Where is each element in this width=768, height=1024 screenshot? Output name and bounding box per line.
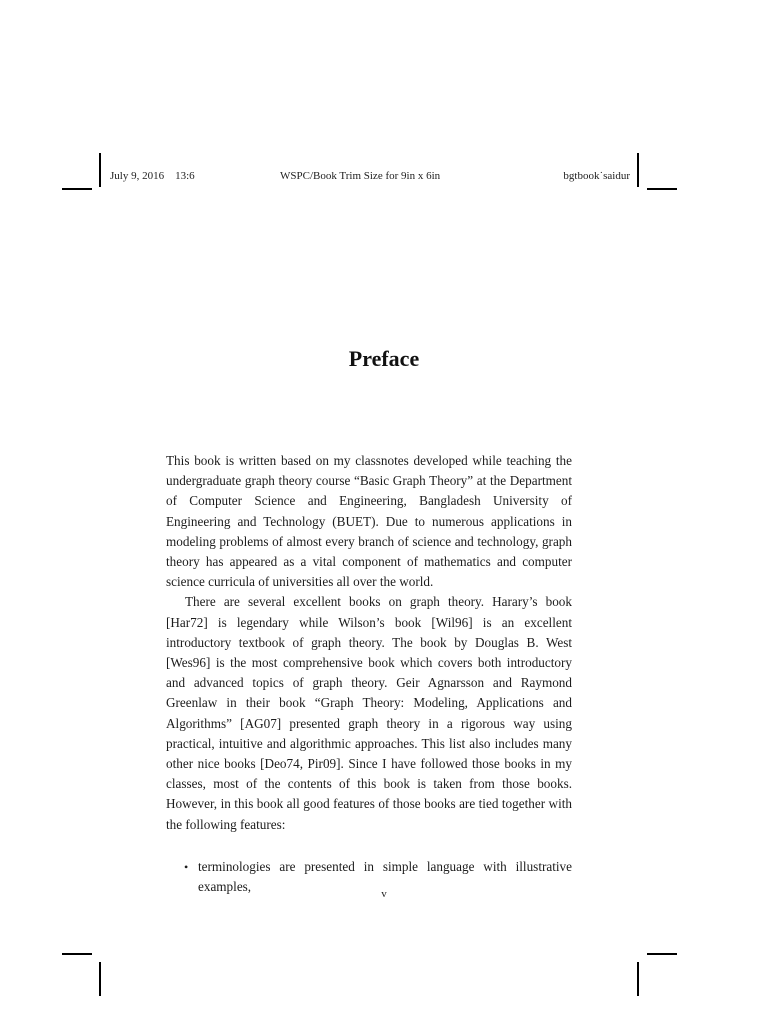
crop-mark-bottom-left-horizontal — [62, 953, 92, 955]
paragraph-2: There are several excellent books on graph theory. Harary’s book [Har72] is legendary while Wilson’s book [Wil96] is an excellent introductory textbook of graph theory. The book by Douglas B. West [Wes96] is the most comprehensive book which covers both introductory and advanced topics of graph theory. Geir Agnarsson and Raymond Greenlaw in their book “Graph Theory: Modeling, Applications and Algorithms” [AG07] presented graph theory in a rigorous way using practical, intuitive and algorithmic approaches. This list also includes many other nice books [Deo74, Pir09]. Since I have followed those books in my classes, most of the contents of this book is taken from those books. However, in this book all good features of those books are tied together with the following features: — [166, 594, 572, 832]
running-head — [110, 170, 630, 186]
crop-mark-bottom-right-vertical — [637, 962, 639, 996]
crop-mark-top-right-vertical — [637, 153, 639, 187]
chapter-title: Preface — [348, 346, 420, 371]
crop-mark-bottom-right-horizontal — [647, 953, 677, 955]
crop-mark-top-left-vertical — [99, 153, 101, 187]
paragraph-1: This book is written based on my classnotes developed while teaching the undergraduate graph theory course “Basic Graph Theory” at the Department of Computer Science and Engineering, Bangladesh University of Engineering and Technology (BUET). Due to numerous applications in modeling problems of almost every branch of science and technology, graph theory has appeared as a vital component of mathematics and computer science curricula of universities all over the world. — [166, 453, 572, 590]
running-head-date: July 9, 2016 13:6 — [110, 170, 195, 182]
list-item-text: terminologies are presented in simple language with illustrative examples, — [198, 858, 572, 895]
crop-mark-top-left-horizontal — [62, 188, 92, 190]
crop-mark-top-right-horizontal — [647, 188, 677, 190]
bullet-icon: • — [184, 859, 189, 874]
running-head-title: WSPC/Book Trim Size for 9in x 6in — [280, 170, 441, 182]
running-head-code: bgtbook˙saidur — [563, 170, 630, 182]
body-text — [166, 451, 572, 897]
crop-mark-bottom-left-vertical — [99, 962, 101, 996]
page-number: v — [381, 888, 387, 900]
